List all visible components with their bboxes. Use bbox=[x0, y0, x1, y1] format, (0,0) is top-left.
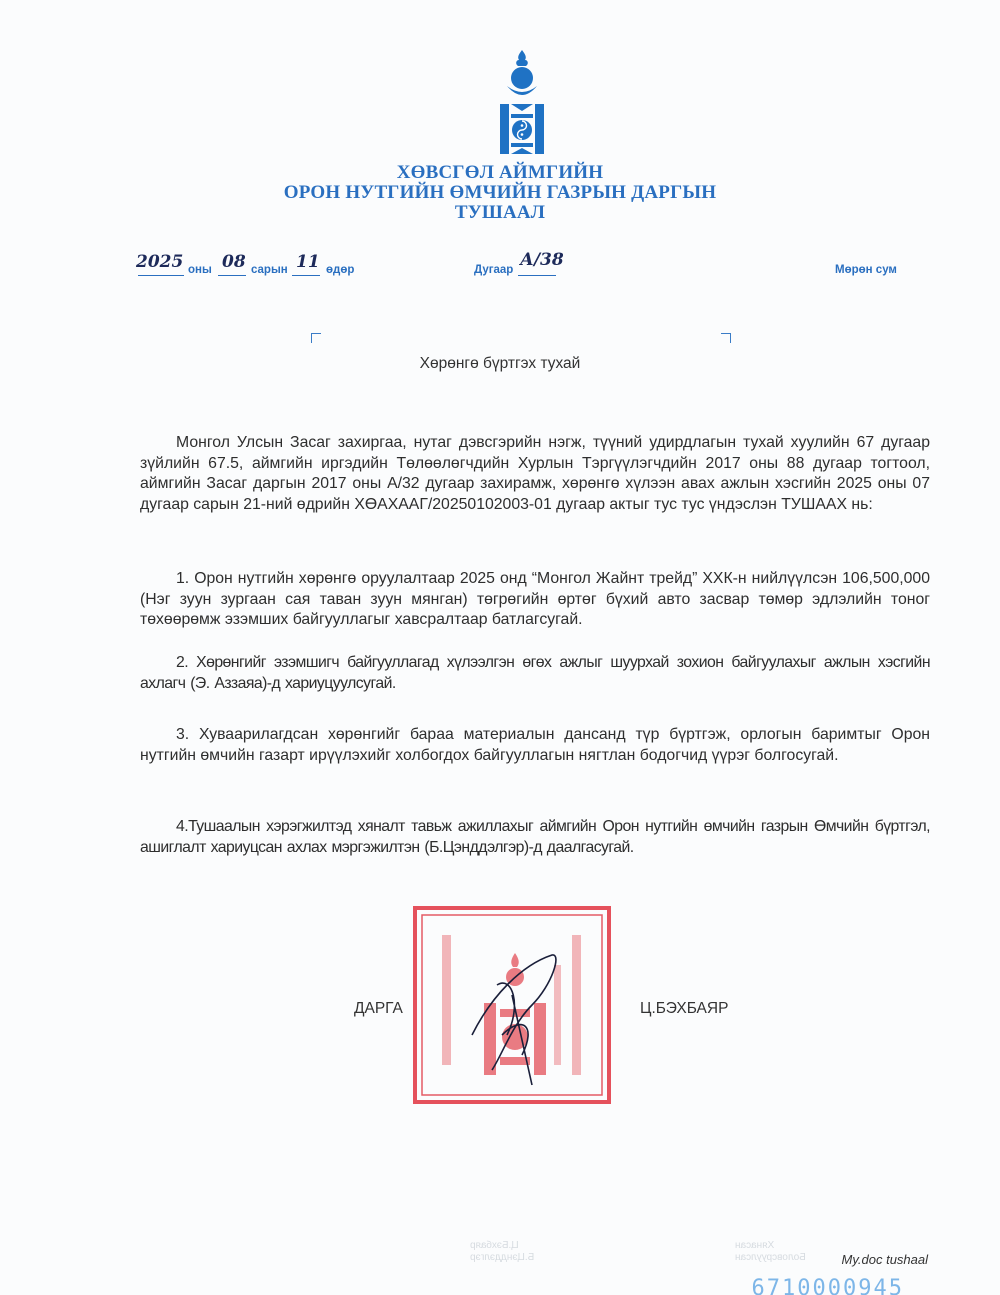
signatory-name: Ц.БЭХБАЯР bbox=[640, 1000, 729, 1017]
document-file-label: My.doc tushaal bbox=[841, 1252, 928, 1267]
order-subject: Хөрөнгө бүртгэх тухай bbox=[419, 355, 581, 372]
bleed-through-roles bbox=[735, 1240, 806, 1264]
header-aimag: ХӨВСГӨЛ АЙМГИЙН bbox=[396, 162, 604, 183]
year-suffix: оны bbox=[188, 264, 212, 276]
day-handwritten: 11 bbox=[296, 252, 320, 272]
month-handwritten: 08 bbox=[222, 252, 246, 272]
bleed-role-1: Хянасан bbox=[735, 1240, 775, 1251]
year-blank-line bbox=[138, 275, 184, 276]
order-item-3 bbox=[140, 725, 930, 766]
signatory-title: ДАРГА bbox=[354, 1000, 403, 1017]
corner-mark-right bbox=[721, 333, 731, 343]
soyombo-emblem-icon bbox=[497, 48, 547, 158]
bleed-name-2: Б.Цэнддэлгэр bbox=[470, 1252, 535, 1263]
preamble-text: Монгол Улсын Засаг захиргаа, нутаг дэвсгэрийн нэгж, түүний удирдлагын тухай хуулийн 67 дугаар зүйлийн 67.5, аймгийн иргэдийн Төлөөлөгчдийн Хурлын Тэргүүлэгчдийн 2017 оны 88 дугаар тогтоол, аймгийн Засаг даргын 2017 оны А/32 дугаар захирамж, хөрөнгө хүлээн авах ажлын хэсгийн 2025 оны 07 дугаар сарын 21-ний өдрийн ХӨАХААГ/20250102003-01 дугаар актыг тус тус үндэслэн ТУШААХ нь: bbox=[140, 434, 930, 513]
corner-mark-left bbox=[311, 333, 321, 343]
header-doc-type: ТУШААЛ bbox=[454, 202, 546, 223]
official-red-seal-icon bbox=[412, 905, 612, 1105]
number-label: Дугаар bbox=[474, 264, 514, 276]
organization-header bbox=[0, 163, 1000, 223]
bleed-role-2: Боловсруулсан bbox=[735, 1252, 806, 1263]
preamble-paragraph bbox=[140, 433, 930, 515]
year-handwritten: 2025 bbox=[136, 252, 184, 272]
month-blank-line bbox=[218, 275, 246, 276]
day-suffix: өдөр bbox=[326, 264, 355, 276]
order-item-2 bbox=[140, 653, 930, 694]
serial-number-stamp: 6710000945 bbox=[751, 1276, 904, 1295]
day-blank-line bbox=[292, 275, 320, 276]
order-meta-row bbox=[0, 250, 1000, 288]
order-item-4 bbox=[140, 817, 930, 858]
number-blank-line bbox=[518, 275, 556, 276]
month-suffix: сарын bbox=[251, 264, 288, 276]
order-item-2-text: 2. Хөрөнгийг эзэмшигч байгууллагад хүлээлгэн өгөх ажлыг шуурхай зохион байгуулахыг ажлын хэсгийн ахлагч (Э. Аззаяа)-д хариуцуулсугай. bbox=[140, 654, 930, 692]
bleed-through-names bbox=[470, 1240, 534, 1264]
order-item-4-text: 4.Тушаалын хэрэгжилтэд хяналт тавьж ажиллахыг аймгийн Орон нутгийн өмчийн газрын Өмчийн бүртгэл, ашиглалт хариуцсан ахлах мэргэжилтэн (Б.Цэнддэлгэр)-д даалгасугай. bbox=[140, 818, 930, 856]
number-handwritten: А/38 bbox=[520, 250, 564, 270]
order-item-1 bbox=[140, 569, 930, 631]
header-department: ОРОН НУТГИЙН ӨМЧИЙН ГАЗРЫН ДАРГЫН bbox=[283, 182, 717, 203]
order-item-1-text: 1. Орон нутгийн хөрөнгө оруулалтаар 2025 онд “Монгол Жайнт трейд” ХХК-н нийлүүлсэн 106,500,000 (Нэг зуун зургаан сая таван зуун мянган) төгрөгийн өртөг бүхий авто засвар төмөр эдлэлийн тоног төхөөрөмж эзэмших байгууллагыг хавсралтаар батлагсугай. bbox=[140, 570, 930, 628]
bleed-name-1: Ц.Бэхбаяр bbox=[470, 1240, 519, 1251]
place-label: Мөрөн сум bbox=[835, 264, 897, 276]
order-item-3-text: 3. Хуваарилагдсан хөрөнгийг бараа материалын дансанд түр бүртгэж, орлогын баримтыг Орон нутгийн өмчийн газарт ирүүлэхийг холбогдох байгууллагын нягтлан бодогчид үүрэг болгосугай. bbox=[140, 726, 930, 764]
